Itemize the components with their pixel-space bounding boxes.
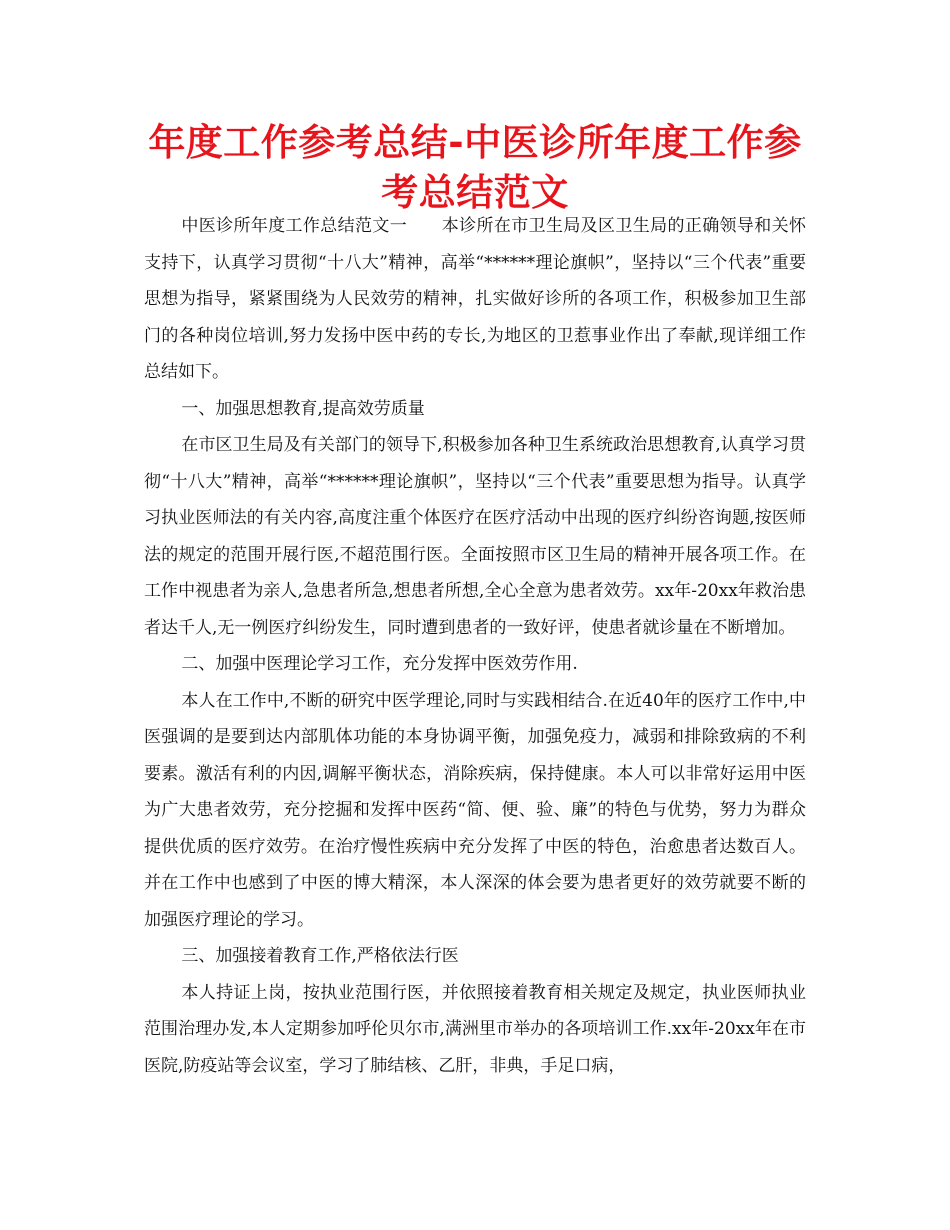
section-heading-3: 三、加强接着教育工作,严格依法行医	[181, 946, 459, 966]
section-heading-2: 二、加强中医理论学习工作，充分发挥中医效劳作用.	[181, 654, 578, 674]
document-title: 年度工作参考总结-中医诊所年度工作参考总结范文	[148, 121, 802, 214]
document-body	[144, 208, 806, 1084]
paragraph-section-2: 本人在工作中,不断的研究中医学理论,同时与实践相结合.在近40年的医疗工作中,中医强调的是要到达内部肌体功能的本身协调平衡，加强免疫力，减弱和排除致病的不利要素。激活有利的内因,调解平衡状态，消除疾病，保持健康。本人可以非常好运用中医为广大患者效劳，充分挖掘和发挥中医药“简、便、验、廉”的特色与优势，努力为群众提供优质的医疗效劳。在治疗慢性疾病中充分发挥了中医的特色，治愈患者达数百人。并在工作中也感到了中医的博大精深，本人深深的体会要为患者更好的效劳就要不断的加强医疗理论的学习。	[144, 690, 806, 930]
section-heading-1: 一、加强思想教育,提高效劳质量	[181, 398, 425, 419]
paragraph-section-1: 在市区卫生局及有关部门的领导下,积极参加各种卫生系统政治思想教育,认真学习贯彻“十八大”精神，高举“******理论旗帜”，坚持以“三个代表”重要思想为指导。认真学习执业医师法的有关内容,高度注重个体医疗在医疗活动中出现的医疗纠纷咨询题,按医师法的规定的范围开展行医,不超范围行医。全面按照市区卫生局的精神开展各项工作。在工作中视患者为亲人,急患者所急,想患者所想,全心全意为患者效劳。xx年-20xx年救治患者达千人,无一例医疗纠纷发生，同时遭到患者的一致好评，使患者就诊量在不断增加。	[144, 435, 806, 638]
paragraph-intro: 中医诊所年度工作总结范文一 本诊所在市卫生局及区卫生局的正确领导和关怀支持下，认真学习贯彻“十八大”精神，高举“******理论旗帜”，坚持以“三个代表”重要思想为指导，紧紧围绕为人民效劳的精神，扎实做好诊所的各项工作，积极参加卫生部门的各种岗位培训,努力发扬中医中药的专长,为地区的卫惹事业作出了奉献,现详细工作总结如下。	[144, 216, 806, 382]
paragraph-section-3: 本人持证上岗，按执业范围行医，并依照接着教育相关规定及规定，执业医师执业范围治理办发,本人定期参加呼伦贝尔市,满洲里市举办的各项培训工作.xx年-20xx年在市医院,防疫站等会议室，学习了肺结核、乙肝，非典，手足口病，	[144, 982, 806, 1076]
